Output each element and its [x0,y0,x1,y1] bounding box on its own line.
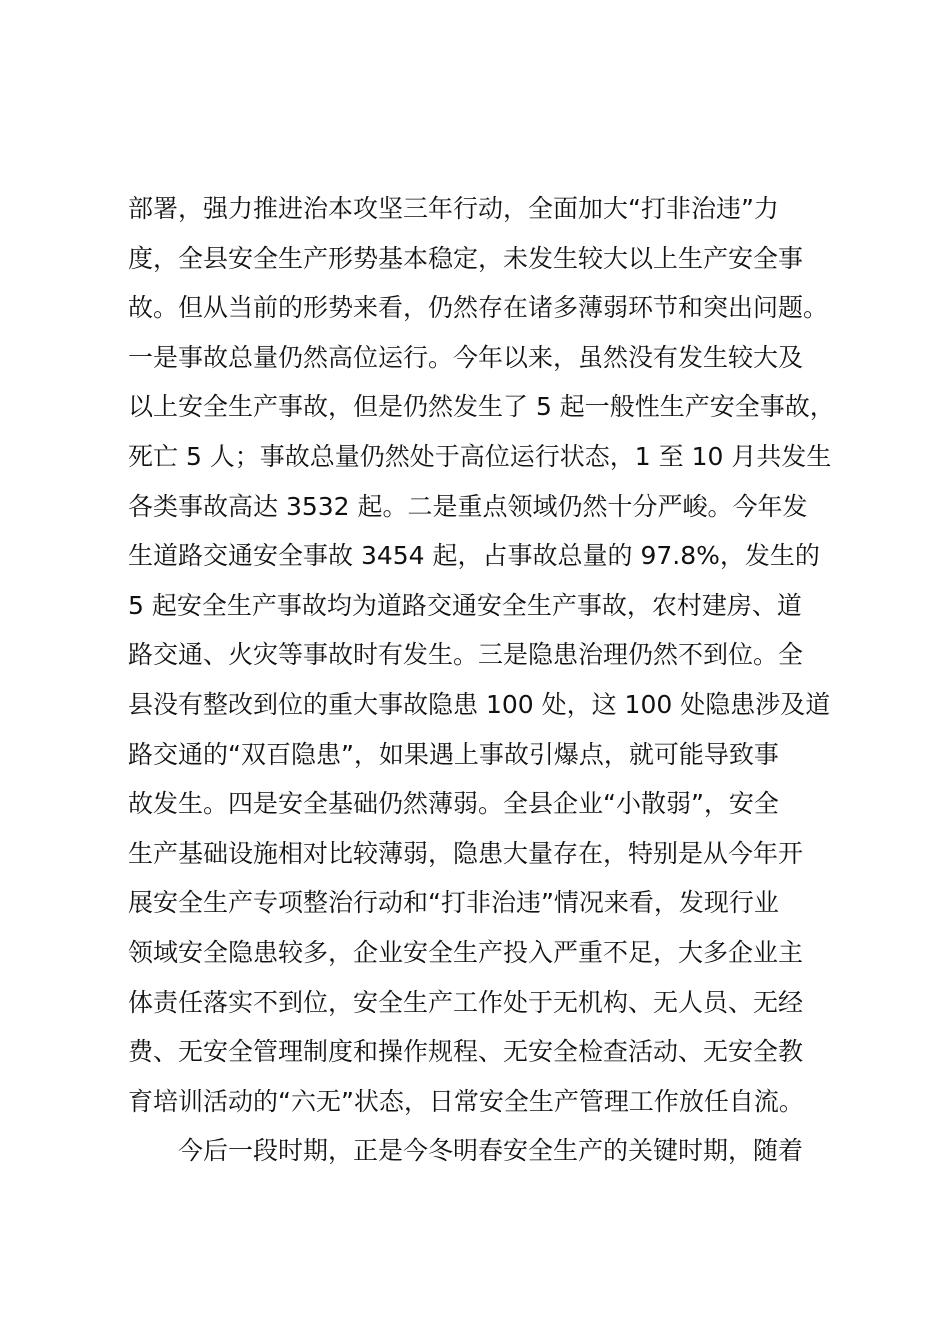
text-line-11: 县没有整改到位的重大事故隐患 100 处，这 100 处隐患涉及道 [128,689,831,719]
text-line-6: 死亡 5 人；事故总量仍然处于高位运行状态，1 至 10 月共发生 [128,441,832,471]
text-line-13: 故发生。四是安全基础仍然薄弱。全县企业“小散弱”，安全 [128,789,779,819]
text-line-17: 体责任落实不到位，安全生产工作处于无机构、无人员、无经 [128,987,804,1017]
text-line-10: 路交通、火灾等事故时有发生。三是隐患治理仍然不到位。全 [128,640,804,670]
text-line-2: 度，全县安全生产形势基本稳定，未发生较大以上生产安全事 [128,243,804,273]
text-line-15: 展安全生产专项整治行动和“打非治违”情况来看，发现行业 [128,888,779,918]
text-line-4: 一是事故总量仍然高位运行。今年以来，虽然没有发生较大及 [128,342,804,372]
text-line-5: 以上安全生产事故，但是仍然发生了 5 起一般性生产安全事故， [128,392,835,422]
text-line-14: 生产基础设施相对比较薄弱，隐患大量存在，特别是从今年开 [128,838,804,868]
text-line-9: 5 起安全生产事故均为道路交通安全生产事故，农村建房、道 [128,590,802,620]
text-line-12: 路交通的“双百隐患”，如果遇上事故引爆点，就可能导致事 [128,739,779,769]
text-line-1: 部署，强力推进治本攻坚三年行动，全面加大“打非治违”力 [128,194,779,223]
paragraph-start-line: 今后一段时期，正是今冬明春安全生产的关键时期，随着 [178,1136,804,1166]
body-text [128,184,840,1176]
text-line-18: 费、无安全管理制度和操作规程、无安全检查活动、无安全教 [128,1037,804,1067]
text-line-19: 育培训活动的“六无”状态，日常安全生产管理工作放任自流。 [128,1086,804,1116]
text-line-7: 各类事故高达 3532 起。二是重点领域仍然十分严峻。今年发 [128,491,808,521]
text-line-8: 生道路交通安全事故 3454 起，占事故总量的 97.8%，发生的 [128,541,820,571]
text-line-16: 领域安全隐患较多，企业安全生产投入严重不足，大多企业主 [128,937,804,967]
text-line-3: 故。但从当前的形势来看，仍然存在诸多薄弱环节和突出问题。 [128,293,829,323]
